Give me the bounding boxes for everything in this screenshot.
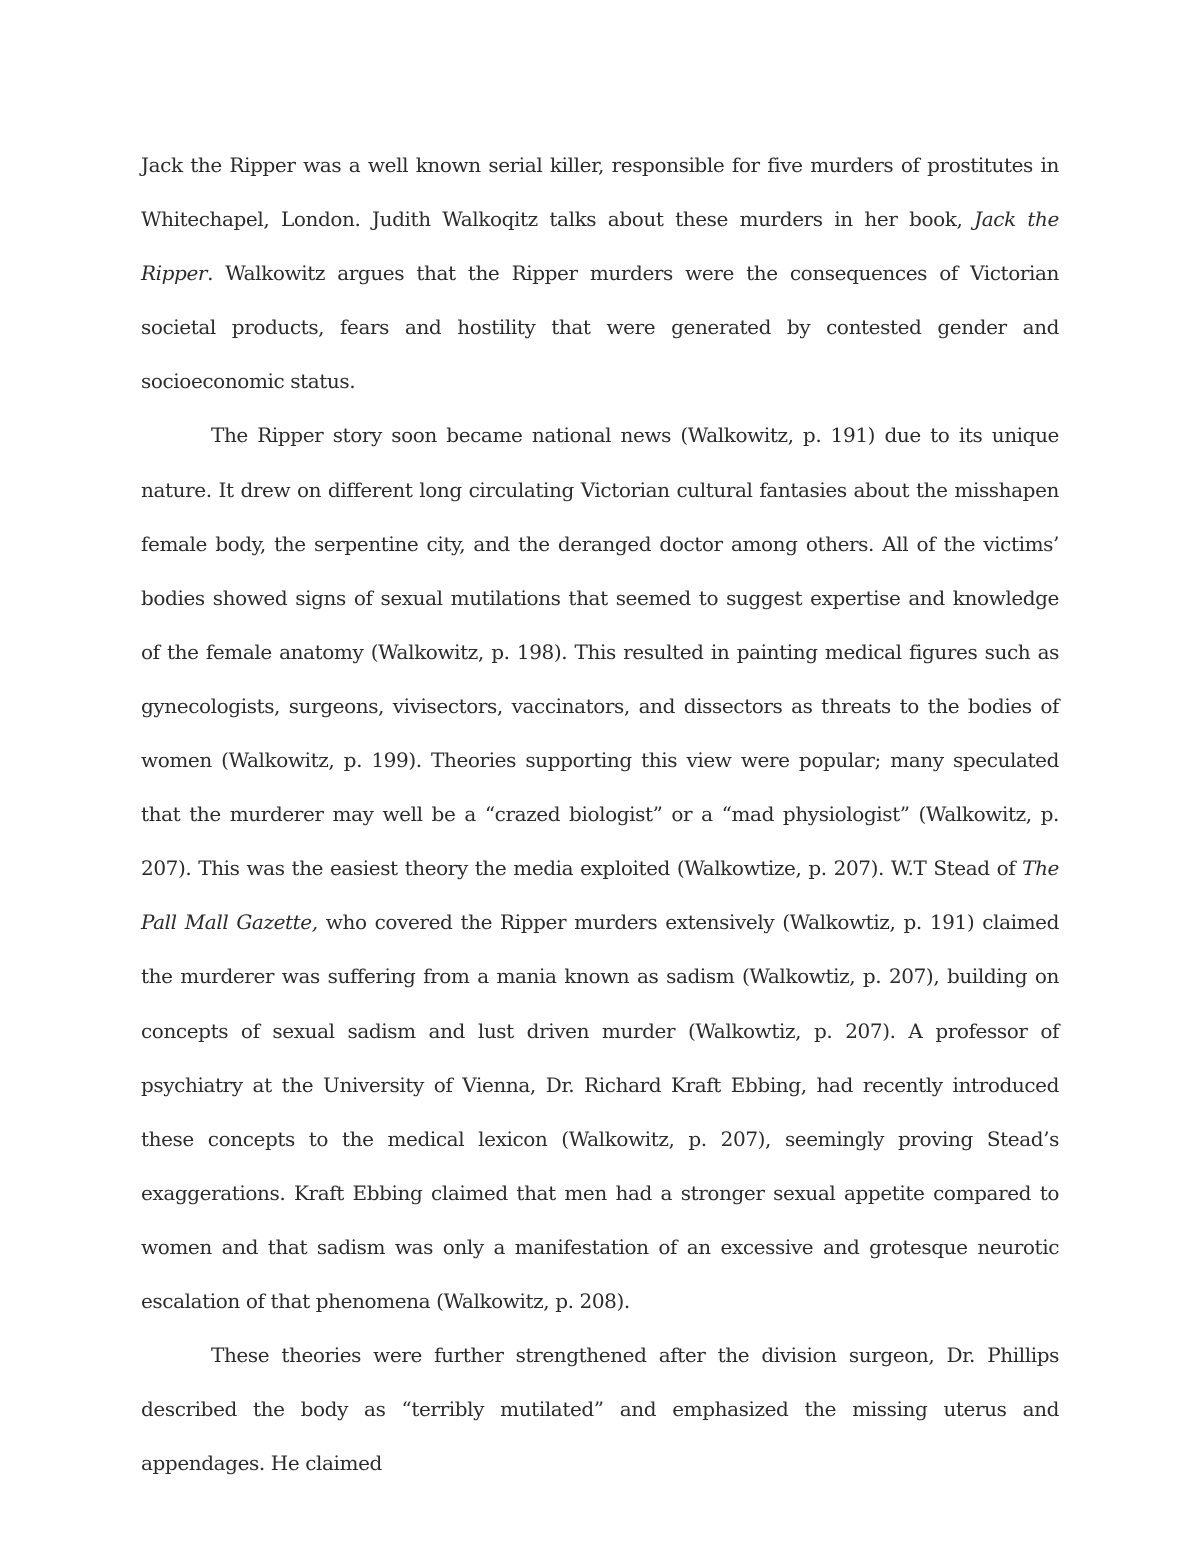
paragraph-1-text-b: . Walkowitz argues that the Ripper murders were the consequences of Victorian societal products, fears and hostility that were generated by contested gender and socioeconomic status. [141,261,1059,394]
paragraph-2 [141,408,1059,1328]
paragraph-1 [141,138,1059,408]
paragraph-1-text-a: Jack the Ripper was a well known serial killer, responsible for five murders of prostitutes in Whitechapel, London. Judith Walkoqitz talks about these murders in her book, [141,153,1059,232]
newspaper-title-pall-mall-gazette: The Pall Mall Gazette, [141,856,1059,935]
document-body [141,138,1059,1490]
paragraph-3 [141,1328,1059,1490]
book-title-jack-the-ripper: Jack the Ripper [141,207,1059,286]
paragraph-2-text-a: The Ripper story soon became national news (Walkowitz, p. 191) due to its unique nature. It drew on different long circulating Victorian cultural fantasies about the misshapen female body, the serpentine city, and the deranged doctor among others. All of the victims’ bodies showed signs of sexual mutilations that seemed to suggest expertise and knowledge of the female anatomy (Walkowitz, p. 198). This resulted in painting medical figures such as gynecologists, surgeons, vivisectors, vaccinators, and dissectors as threats to the bodies of women (Walkowitz, p. 199). Theories supporting this view were popular; many speculated that the murderer may well be a “crazed biologist” or a “mad physiologist” (Walkowitz, p. 207). This was the easiest theory the media exploited (Walkowtize, p. 207). W.T Stead of [141,423,1059,881]
paragraph-2-text-b: who covered the Ripper murders extensively (Walkowtiz, p. 191) claimed the murderer was suffering from a mania known as sadism (Walkowtiz, p. 207), building on concepts of sexual sadism and lust driven murder (Walkowtiz, p. 207). A professor of psychiatry at the University of Vienna, Dr. Richard Kraft Ebbing, had recently introduced these concepts to the medical lexicon (Walkowitz, p. 207), seemingly proving Stead’s exaggerations. Kraft Ebbing claimed that men had a stronger sexual appetite compared to women and that sadism was only a manifestation of an excessive and grotesque neurotic escalation of that phenomena (Walkowitz, p. 208). [141,910,1059,1313]
paragraph-3-text: These theories were further strengthened after the division surgeon, Dr. Phillips described the body as “terribly mutilated” and emphasized the missing uterus and appendages. He claimed [141,1343,1059,1476]
